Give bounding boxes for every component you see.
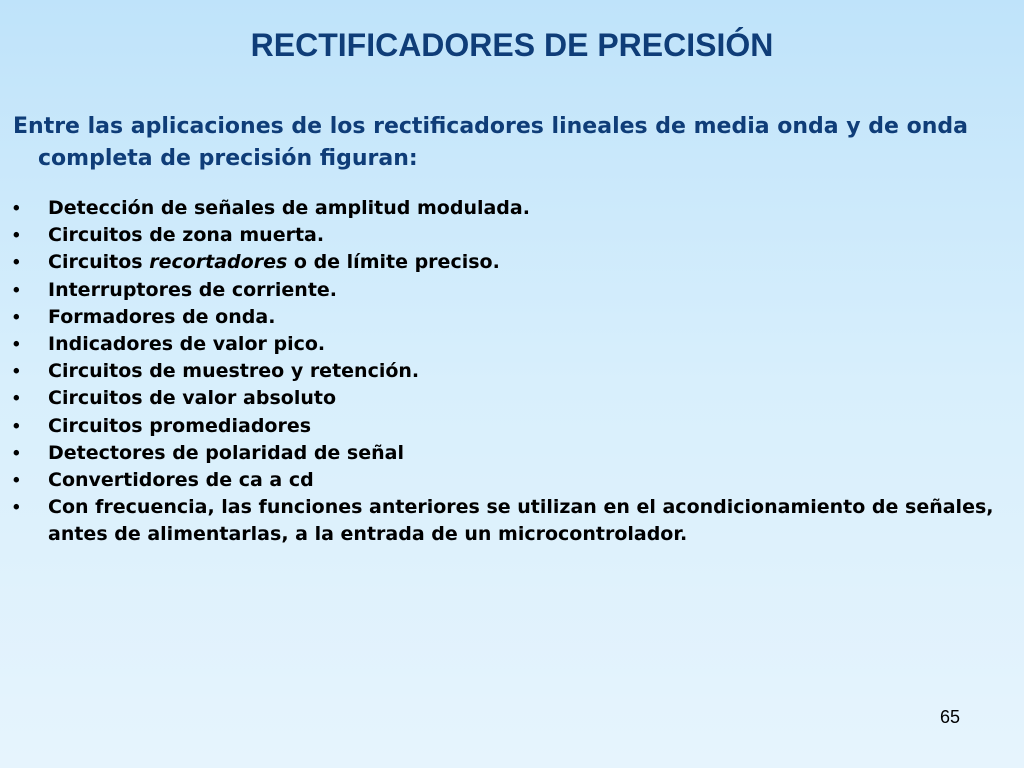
bullet-item — [13, 413, 1003, 440]
bullet-item — [13, 277, 1003, 304]
bullet-text: Circuitos promediadores — [48, 414, 312, 437]
bullet-marker: • — [13, 279, 20, 301]
bullet-text: Detectores de polaridad de señal — [48, 441, 404, 464]
bullet-marker: • — [13, 470, 20, 492]
bullet-marker: • — [13, 497, 20, 519]
bullet-marker: • — [13, 415, 20, 437]
bullet-text: Indicadores de valor pico. — [48, 333, 326, 356]
bullet-item — [13, 249, 1003, 276]
bullet-text: Convertidores de ca a cd — [48, 469, 314, 492]
bullet-text: Circuitos — [48, 251, 150, 274]
bullet-marker: • — [13, 388, 20, 410]
bullet-marker: • — [13, 334, 20, 356]
bullet-text-emphasis: recortadores — [149, 251, 288, 274]
bullet-item — [13, 467, 1003, 494]
bullet-text: Interruptores de corriente. — [48, 278, 338, 301]
bullet-item — [13, 358, 1003, 385]
bullet-marker: • — [13, 361, 20, 383]
slide-title: RECTIFICADORES DE PRECISIÓN — [250, 27, 774, 63]
bullet-item — [13, 385, 1003, 412]
bullet-text: Con frecuencia, las funciones anteriores se utilizan en el acondicionamiento de señales, antes de alimentarlas, a la entrada de un microcontrolador. — [48, 496, 994, 546]
bullet-text: Formadores de onda. — [48, 305, 276, 328]
bullet-item — [13, 331, 1003, 358]
bullet-text: Detección de señales de amplitud modulada. — [48, 197, 530, 219]
bullet-marker: • — [13, 442, 20, 464]
bullet-marker: • — [13, 252, 20, 274]
bullet-item — [13, 304, 1003, 331]
bullet-text: Circuitos de valor absoluto — [48, 387, 337, 410]
bullet-item — [13, 195, 1003, 222]
bullet-marker: • — [13, 225, 20, 247]
bullet-text: Circuitos de muestreo y retención. — [48, 360, 420, 383]
bullet-text: o de límite preciso. — [287, 251, 500, 274]
bullet-marker: • — [13, 306, 20, 328]
page-number: 65 — [940, 707, 961, 727]
intro-paragraph: Entre las aplicaciones de los rectificadores lineales de media onda y de onda completa de precisión figuran: — [13, 114, 968, 171]
bullet-list — [13, 195, 1003, 549]
bullet-item — [13, 222, 1003, 249]
bullet-marker: • — [13, 198, 20, 219]
bullet-text: Circuitos de zona muerta. — [48, 224, 325, 247]
bullet-item — [13, 440, 1003, 467]
bullet-item — [13, 494, 1003, 548]
